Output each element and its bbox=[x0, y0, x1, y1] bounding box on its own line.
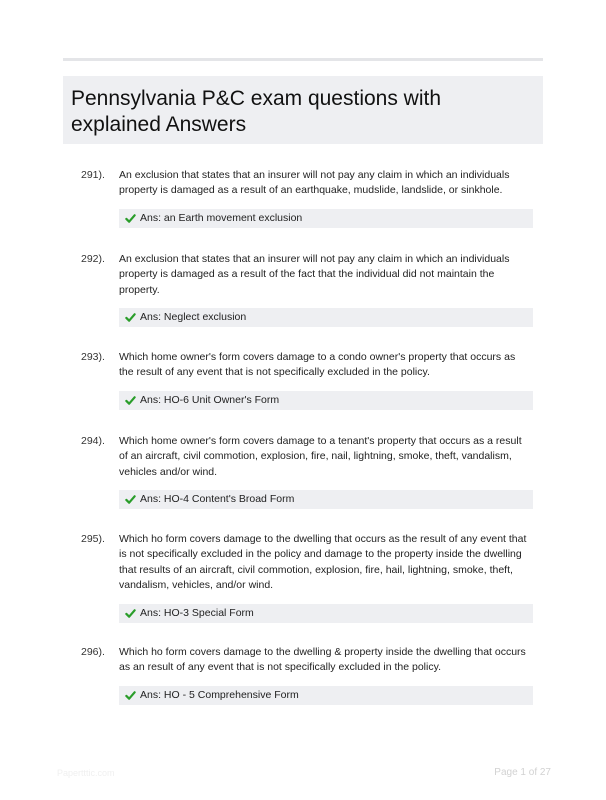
question-number: 293). bbox=[81, 351, 105, 363]
question-line: An exclusion that states that an insurer will not pay any claim in which an individuals bbox=[119, 169, 510, 181]
question-number: 294). bbox=[81, 435, 105, 447]
answer-box bbox=[119, 686, 533, 705]
question-line: Which home owner's form covers damage to a condo owner's property that occurs as bbox=[119, 351, 516, 363]
question-number: 291). bbox=[81, 169, 105, 181]
answer-box bbox=[119, 604, 533, 623]
answer-text: Ans: HO-3 Special Form bbox=[140, 606, 254, 619]
answer-text: Ans: HO-6 Unit Owner's Form bbox=[140, 393, 280, 406]
answer-box bbox=[119, 391, 533, 410]
question-line: that results of an aircraft, civil commotion, explosion, fire, hail, lightning, smoke, theft, bbox=[119, 563, 513, 576]
checkmark-icon bbox=[125, 690, 136, 701]
question-text bbox=[119, 168, 537, 199]
question-line: is not specifically excluded in the policy and damage to the property inside the dwelling bbox=[119, 548, 522, 561]
question-line: the result of any event that is not specifically excluded in the policy. bbox=[119, 366, 430, 379]
answer-box bbox=[119, 490, 533, 509]
checkmark-icon bbox=[125, 494, 136, 505]
question-line: of an aircraft, civil commotion, explosion, fire, nail, lightning, smoke, theft, vandalism, bbox=[119, 450, 512, 463]
answer-text: Ans: HO-4 Content's Broad Form bbox=[140, 493, 295, 506]
question-line: Which ho form covers damage to the dwelling & property inside the dwelling that occurs bbox=[119, 646, 526, 658]
checkmark-icon bbox=[125, 213, 136, 224]
title-line-2: explained Answers bbox=[71, 113, 247, 136]
question-line: An exclusion that states that an insurer will not pay any claim in which an individuals bbox=[119, 253, 510, 265]
question-line: vandalism, vehicles, and/or wind. bbox=[119, 579, 274, 592]
page-number: Page 1 of 27 bbox=[494, 767, 551, 778]
title-line-1: Pennsylvania P&C exam questions with bbox=[71, 87, 442, 110]
answer-text: Ans: an Earth movement exclusion bbox=[140, 211, 303, 224]
answer-box bbox=[119, 308, 533, 327]
checkmark-icon bbox=[125, 395, 136, 406]
answer-text: Ans: HO - 5 Comprehensive Form bbox=[140, 688, 299, 701]
answer-box bbox=[119, 209, 533, 228]
checkmark-icon bbox=[125, 312, 136, 323]
question-text bbox=[119, 532, 537, 594]
question-line: property. bbox=[119, 283, 160, 296]
checkmark-icon bbox=[125, 608, 136, 619]
question-line: Which home owner's form covers damage to a tenant's property that occurs as a result bbox=[119, 435, 522, 447]
question-line: vehicles and/or wind. bbox=[119, 465, 218, 478]
footer-watermark: Papertttic.com bbox=[57, 768, 115, 778]
question-line: as an result of any event that is not specifically excluded in the policy. bbox=[119, 661, 441, 674]
question-line: Which ho form covers damage to the dwelling that occurs as the result of any event that bbox=[119, 533, 527, 545]
question-line: property is damaged as a result of the fact that the individual did not maintain the bbox=[119, 268, 495, 281]
question-text bbox=[119, 645, 537, 676]
question-number: 292). bbox=[81, 253, 105, 265]
question-text bbox=[119, 252, 537, 298]
question-text bbox=[119, 434, 537, 480]
question-number: 295). bbox=[81, 533, 105, 545]
question-line: property is damaged as a result of an earthquake, mudslide, landslide, or sinkhole. bbox=[119, 184, 503, 197]
question-text bbox=[119, 350, 537, 381]
answer-text: Ans: Neglect exclusion bbox=[140, 311, 247, 324]
question-number: 296). bbox=[81, 646, 105, 658]
